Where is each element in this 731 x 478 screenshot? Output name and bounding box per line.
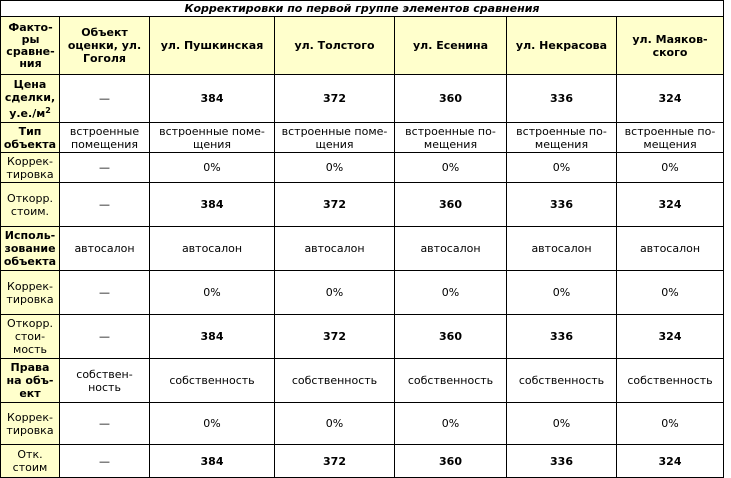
row-label-text: Коррек-тировка xyxy=(6,154,54,181)
object-cell: — xyxy=(60,403,150,445)
analog-cell-5: 0% xyxy=(617,271,724,315)
analog-cell-2: 372 xyxy=(275,75,395,123)
analog-cell-5: встроенные по-мещения xyxy=(617,123,724,153)
table-row xyxy=(1,445,724,478)
row-label xyxy=(1,403,60,445)
analog-cell-4: собственность xyxy=(507,359,617,403)
row-label-text: Тип объекта xyxy=(3,124,57,151)
analog-cell-4: 336 xyxy=(507,445,617,478)
analog-cell-5: 0% xyxy=(617,403,724,445)
analog-cell-1: 384 xyxy=(150,445,275,478)
factors-header: Факто-ры сравне-ния xyxy=(1,17,60,75)
analog-cell-5: 0% xyxy=(617,153,724,183)
row-label-text: Откорр. стоим. xyxy=(7,191,53,218)
row-label xyxy=(1,123,60,153)
table-row xyxy=(1,153,724,183)
row-label xyxy=(1,75,60,123)
analog-cell-3: 360 xyxy=(395,75,507,123)
table-row xyxy=(1,315,724,359)
analog-cell-2: 372 xyxy=(275,315,395,359)
analog-cell-3: 0% xyxy=(395,271,507,315)
analog-cell-1: автосалон xyxy=(150,227,275,271)
analog-cell-4: 336 xyxy=(507,315,617,359)
analog-cell-1: 0% xyxy=(150,271,275,315)
table-row xyxy=(1,183,724,227)
analog-cell-3: 360 xyxy=(395,445,507,478)
analog-cell-3: 0% xyxy=(395,153,507,183)
analog-cell-1: 0% xyxy=(150,153,275,183)
analog-cell-1: 384 xyxy=(150,75,275,123)
analog-cell-5: 324 xyxy=(617,445,724,478)
analog-cell-4: 336 xyxy=(507,183,617,227)
object-cell: — xyxy=(60,75,150,123)
row-label-superscript: 2 xyxy=(45,105,51,115)
table-row xyxy=(1,359,724,403)
table-title: Корректировки по первой группе элементов сравнения xyxy=(1,1,724,17)
row-label xyxy=(1,227,60,271)
row-label-text: Права на объ-ект xyxy=(6,361,54,400)
analog-cell-1: 384 xyxy=(150,183,275,227)
object-cell: собствен-ность xyxy=(60,359,150,403)
table-row xyxy=(1,75,724,123)
row-label xyxy=(1,183,60,227)
analog-header-2: ул. Толстого xyxy=(275,17,395,75)
analog-cell-2: 0% xyxy=(275,403,395,445)
object-header: Объект оценки, ул. Гоголя xyxy=(60,17,150,75)
object-cell: — xyxy=(60,183,150,227)
table-row xyxy=(1,271,724,315)
object-cell: — xyxy=(60,315,150,359)
row-label-text: Коррек-тировка xyxy=(6,410,54,437)
analog-cell-4: 0% xyxy=(507,271,617,315)
analog-header-5: ул. Маяков-ского xyxy=(617,17,724,75)
analog-cell-5: собственность xyxy=(617,359,724,403)
analog-cell-1: встроенные поме-щения xyxy=(150,123,275,153)
analog-cell-3: собственность xyxy=(395,359,507,403)
row-label-text: Цена сделки, у.е./м xyxy=(4,77,56,120)
analog-cell-5: автосалон xyxy=(617,227,724,271)
row-label-text: Откорр. стои-мость xyxy=(7,317,53,356)
row-label xyxy=(1,271,60,315)
row-label xyxy=(1,359,60,403)
title-row xyxy=(1,1,724,17)
analog-cell-2: встроенные поме-щения xyxy=(275,123,395,153)
analog-cell-4: встроенные по-мещения xyxy=(507,123,617,153)
analog-cell-4: 0% xyxy=(507,403,617,445)
analog-cell-2: собственность xyxy=(275,359,395,403)
analog-cell-2: автосалон xyxy=(275,227,395,271)
analog-cell-3: автосалон xyxy=(395,227,507,271)
row-label-text: Исполь-зование объекта xyxy=(3,229,57,268)
analog-cell-1: 384 xyxy=(150,315,275,359)
analog-cell-3: 360 xyxy=(395,183,507,227)
table-row xyxy=(1,227,724,271)
object-cell: — xyxy=(60,153,150,183)
analog-cell-5: 324 xyxy=(617,315,724,359)
analog-cell-3: 0% xyxy=(395,403,507,445)
object-cell: автосалон xyxy=(60,227,150,271)
analog-cell-5: 324 xyxy=(617,183,724,227)
table-row xyxy=(1,123,724,153)
analog-cell-1: собственность xyxy=(150,359,275,403)
analog-cell-4: автосалон xyxy=(507,227,617,271)
analog-cell-2: 372 xyxy=(275,445,395,478)
row-label xyxy=(1,445,60,478)
row-label xyxy=(1,153,60,183)
object-cell: — xyxy=(60,271,150,315)
analog-cell-2: 372 xyxy=(275,183,395,227)
analog-header-4: ул. Некрасова xyxy=(507,17,617,75)
analog-cell-5: 324 xyxy=(617,75,724,123)
analog-cell-4: 0% xyxy=(507,153,617,183)
header-row xyxy=(1,17,724,75)
analog-cell-3: встроенные по-мещения xyxy=(395,123,507,153)
row-label xyxy=(1,315,60,359)
analog-cell-1: 0% xyxy=(150,403,275,445)
object-cell: — xyxy=(60,445,150,478)
row-label-text: Отк. стоим xyxy=(12,448,48,474)
analog-cell-3: 360 xyxy=(395,315,507,359)
analog-cell-2: 0% xyxy=(275,271,395,315)
row-label-text: Коррек-тировка xyxy=(6,279,54,306)
analog-header-1: ул. Пушкинская xyxy=(150,17,275,75)
analog-cell-2: 0% xyxy=(275,153,395,183)
analog-header-3: ул. Есенина xyxy=(395,17,507,75)
object-cell: встроенные помещения xyxy=(60,123,150,153)
table-row xyxy=(1,403,724,445)
analog-cell-4: 336 xyxy=(507,75,617,123)
